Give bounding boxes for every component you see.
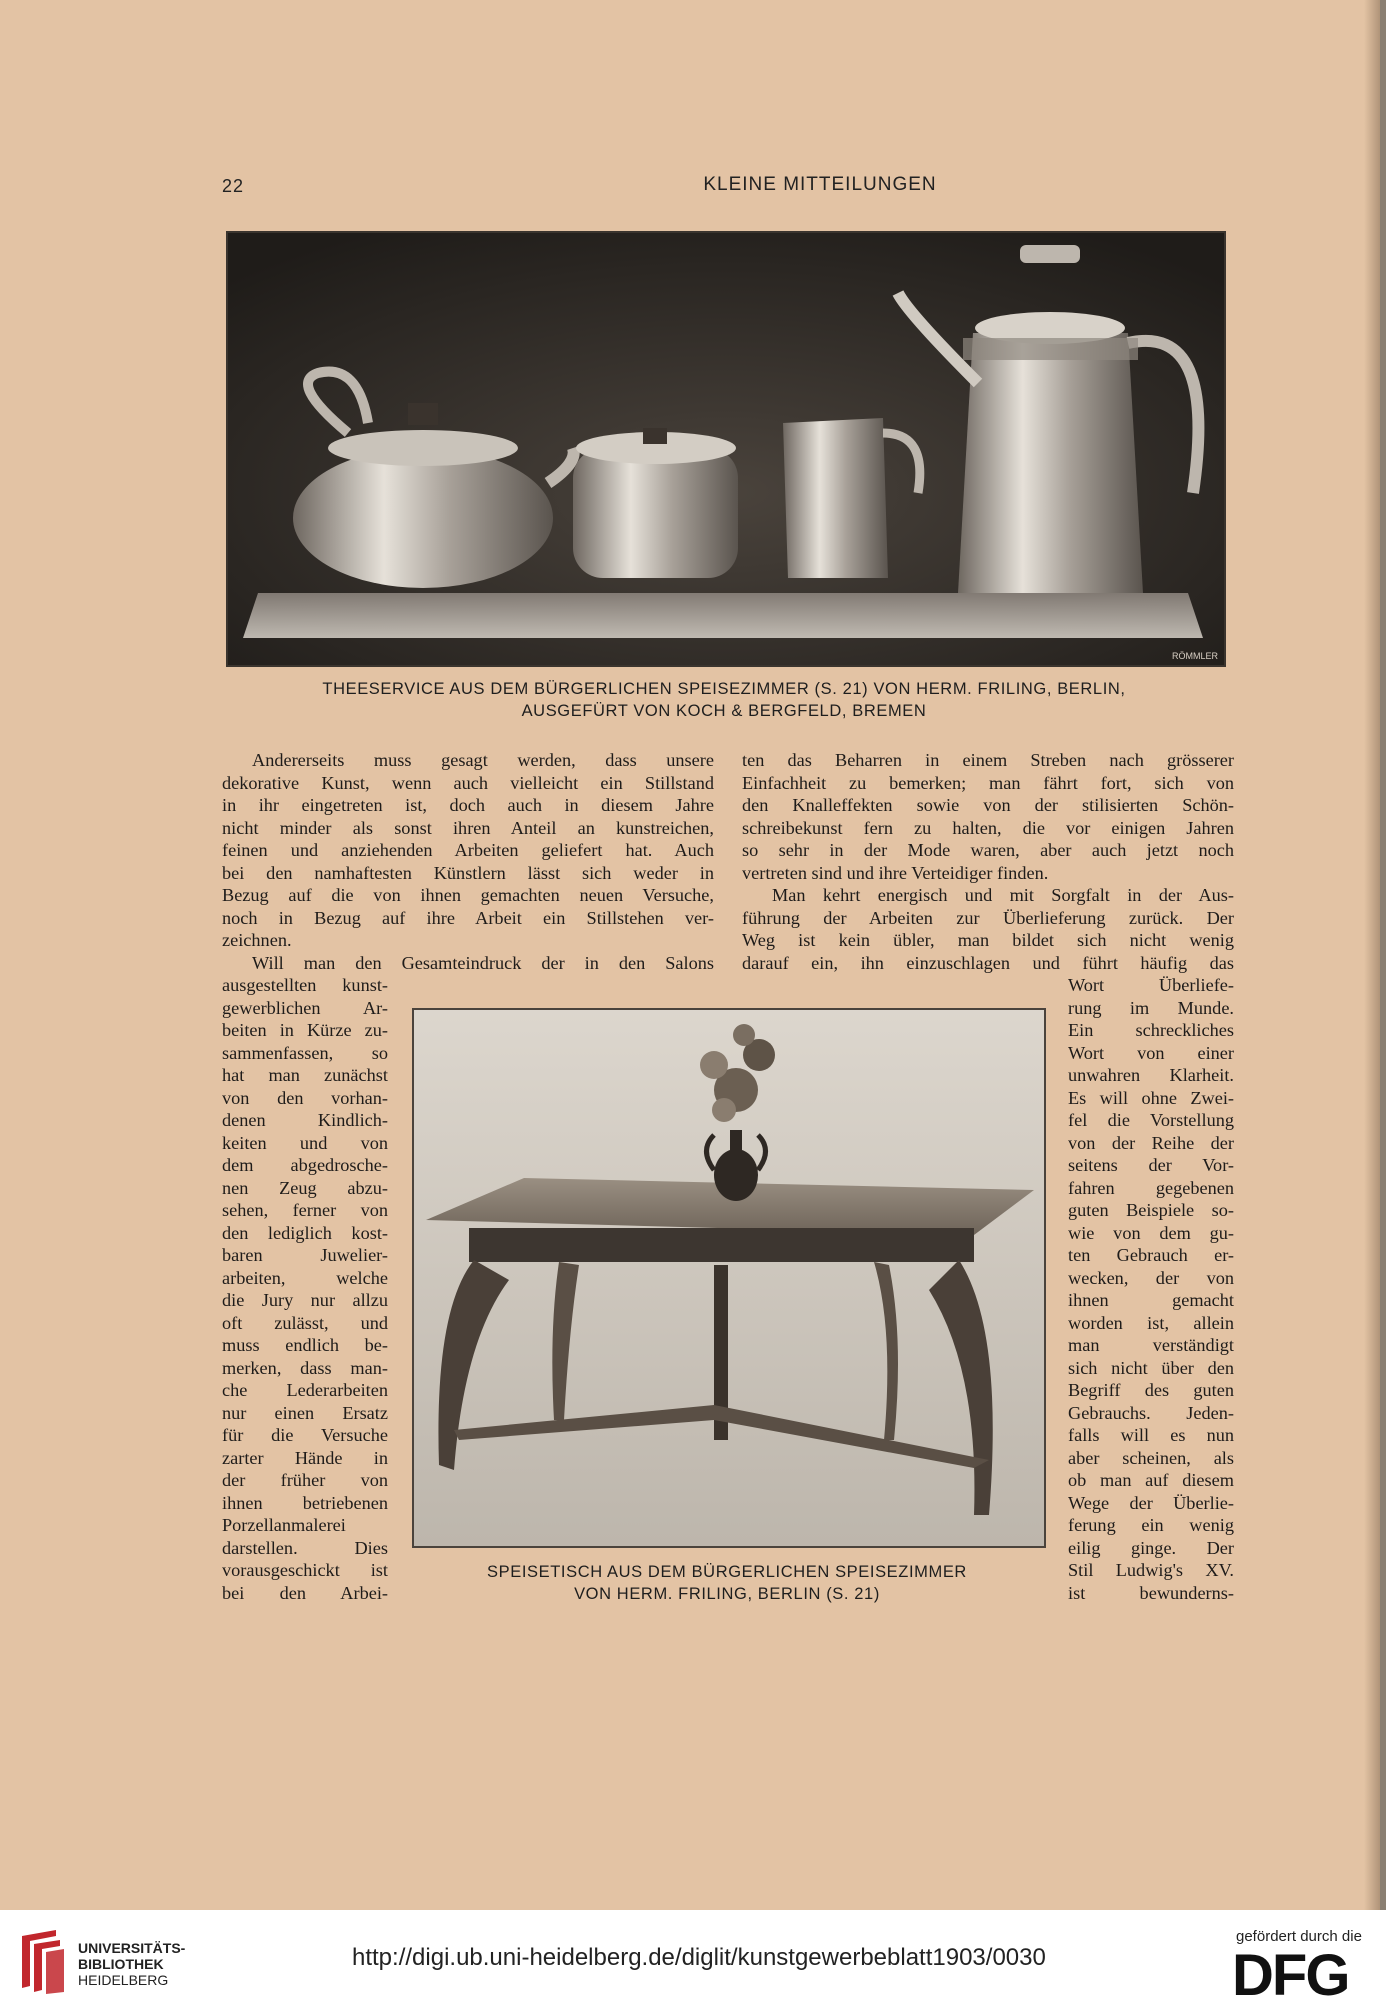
sponsor-text: gefördert durch die: [1236, 1928, 1362, 1945]
text-line: guten Beispiele so-: [1068, 1200, 1234, 1220]
text-line: in ihr eingetreten ist, doch auch in diesem Jahre: [222, 795, 714, 815]
text-line: unwahren Klarheit.: [1068, 1065, 1234, 1085]
text-line: rung im Munde.: [1068, 997, 1234, 1018]
text-line: wie von dem gu-: [1068, 1222, 1234, 1243]
library-name-line3: HEIDELBERG: [78, 1972, 169, 1988]
running-title: KLEINE MITTEILUNGEN: [703, 174, 937, 195]
library-logo-icon: [16, 1926, 66, 1996]
text-line: den lediglich kost-: [222, 1222, 388, 1243]
text-line: führung der Arbeiten zur Überlieferung zurück. Der: [742, 907, 1234, 928]
text-line: oft zulässt, und: [222, 1312, 388, 1333]
text-line: bei den Arbei-: [222, 1582, 388, 1603]
dining-table-photo: [412, 1008, 1046, 1548]
tea-service-illustration: [228, 233, 1224, 665]
text-line: ten Gebrauch er-: [1068, 1245, 1234, 1265]
figure2-caption-line1: SPEISETISCH AUS DEM BÜRGERLICHEN SPEISEZIMMER: [487, 1563, 967, 1581]
left-column-top: [222, 749, 714, 974]
text-line: aber scheinen, als: [1068, 1447, 1234, 1468]
text-line: schreibekunst fern zu halten, die vor einigen Jahren: [742, 817, 1234, 838]
library-name-line2: BIBLIOTHEK: [78, 1956, 164, 1972]
text-line: nen Zeug abzu-: [222, 1177, 388, 1198]
text-line: arbeiten, welche: [222, 1267, 388, 1288]
text-line: Stil Ludwig's XV.: [1068, 1560, 1234, 1580]
text-line: hat man zunächst: [222, 1065, 388, 1085]
text-line: ihnen betriebenen: [222, 1492, 388, 1513]
text-line: darauf ein, ihn einzuschlagen und führt häufig das: [742, 952, 1234, 973]
text-line: ausgestellten kunst-: [222, 975, 388, 995]
text-line: zeichnen.: [222, 930, 292, 950]
text-line: der früher von: [222, 1470, 388, 1490]
text-line: Ein schreckliches: [1068, 1020, 1234, 1040]
text-line: fel die Vorstellung: [1068, 1110, 1234, 1130]
text-line: beiten in Kürze zu-: [222, 1020, 388, 1040]
text-line: Will man den Gesamteindruck der in den Salons: [252, 952, 714, 973]
text-line: ferung ein wenig: [1068, 1515, 1234, 1535]
page-number: 22: [222, 176, 245, 196]
text-line: Gebrauchs. Jeden-: [1068, 1402, 1234, 1423]
text-line: keiten und von: [222, 1132, 388, 1153]
text-line: Bezug auf die von ihnen gemachten neuen Versuche,: [222, 885, 714, 905]
text-line: falls will es nun: [1068, 1425, 1234, 1445]
text-line: man verständigt: [1068, 1335, 1234, 1355]
dfg-logo: DFG: [1232, 1943, 1349, 2008]
text-line: seitens der Vor-: [1068, 1155, 1234, 1175]
text-line: bei den namhaftesten Künstlern lässt sich weder in: [222, 862, 714, 883]
text-line: ihnen gemacht: [1068, 1290, 1234, 1310]
text-line: vertreten sind und ihre Verteidiger finden.: [742, 862, 1049, 883]
digitization-footer: [0, 1910, 1386, 2012]
text-line: Weg ist kein übler, man bildet sich nicht wenig: [742, 930, 1234, 950]
figure2-caption-line2: VON HERM. FRILING, BERLIN (S. 21): [574, 1585, 880, 1603]
text-line: sammenfassen, so: [222, 1042, 388, 1063]
figure1-caption-line2: AUSGEFÜRT VON KOCH & BERGFELD, BREMEN: [521, 702, 927, 720]
text-line: Wort von einer: [1068, 1042, 1234, 1063]
text-line: noch in Bezug auf ihre Arbeit ein Stillstehen ver-: [222, 907, 714, 928]
dining-table-illustration: [414, 1010, 1044, 1546]
photo-credit: RÖMMLER: [1171, 651, 1218, 661]
text-line: ob man auf diesem: [1068, 1470, 1234, 1490]
text-line: sich nicht über den: [1068, 1357, 1234, 1378]
text-line: Wort Überliefe-: [1068, 975, 1234, 995]
tea-service-photo: [226, 231, 1226, 667]
text-line: vorausgeschickt ist: [222, 1560, 388, 1580]
text-line: Es will ohne Zwei-: [1068, 1087, 1234, 1108]
text-line: dekorative Kunst, wenn auch vielleicht ein Stillstand: [222, 772, 714, 793]
text-line: fahren gegebenen: [1068, 1177, 1234, 1198]
text-line: eilig ginge. Der: [1068, 1537, 1234, 1558]
text-line: nur einen Ersatz: [222, 1402, 388, 1423]
text-line: baren Juwelier-: [222, 1245, 388, 1265]
text-line: ten das Beharren in einem Streben nach grösserer: [742, 750, 1234, 770]
text-line: gewerblichen Ar-: [222, 997, 388, 1018]
text-line: darstellen. Dies: [222, 1537, 388, 1558]
text-line: von der Reihe der: [1068, 1132, 1234, 1153]
text-line: Einfachheit zu bemerken; man fährt fort, sich von: [742, 772, 1234, 793]
text-line: worden ist, allein: [1068, 1312, 1234, 1333]
text-line: merken, dass man-: [222, 1357, 388, 1378]
figure2-caption: [412, 1561, 1042, 1605]
text-line: so sehr in der Mode waren, aber auch jetzt noch: [742, 840, 1234, 860]
text-line: ist bewunderns-: [1068, 1582, 1234, 1603]
text-line: denen Kindlich-: [222, 1110, 388, 1130]
text-line: Wege der Überlie-: [1068, 1492, 1234, 1513]
library-name: [78, 1940, 185, 1988]
library-name-line1: UNIVERSITÄTS-: [78, 1940, 186, 1956]
figure1-caption: [226, 678, 1222, 722]
text-line: dem abgedrosche-: [222, 1155, 388, 1175]
text-line: von den vorhan-: [222, 1087, 388, 1108]
text-line: den Knalleffekten sowie von der stilisierten Schön-: [742, 795, 1234, 815]
left-column-narrow: [222, 974, 388, 1604]
text-line: für die Versuche: [222, 1425, 388, 1445]
right-column-narrow: [1068, 974, 1234, 1604]
text-line: muss endlich be-: [222, 1335, 388, 1355]
text-line: feinen und anziehenden Arbeiten geliefert hat. Auch: [222, 840, 714, 860]
text-line: zarter Hände in: [222, 1447, 388, 1468]
text-line: die Jury nur allzu: [222, 1290, 388, 1310]
text-line: Man kehrt energisch und mit Sorgfalt in der Aus-: [772, 885, 1234, 905]
figure1-caption-line1: THEESERVICE AUS DEM BÜRGERLICHEN SPEISEZIMMER (S. 21) VON HERM. FRILING, BERLIN,: [322, 680, 1126, 698]
source-url-link[interactable]: http://digi.ub.uni-heidelberg.de/diglit/kunstgewerbeblatt1903/0030: [352, 1944, 1046, 1971]
right-column-top: [742, 749, 1234, 974]
text-line: Begriff des guten: [1068, 1380, 1234, 1400]
text-line: wecken, der von: [1068, 1267, 1234, 1288]
text-line: che Lederarbeiten: [222, 1380, 388, 1400]
text-line: Porzellanmalerei: [222, 1515, 346, 1535]
text-line: nicht minder als sonst ihren Anteil an kunstreichen,: [222, 817, 714, 838]
text-line: Andererseits muss gesagt werden, dass unsere: [252, 750, 714, 770]
text-line: sehen, ferner von: [222, 1200, 388, 1220]
